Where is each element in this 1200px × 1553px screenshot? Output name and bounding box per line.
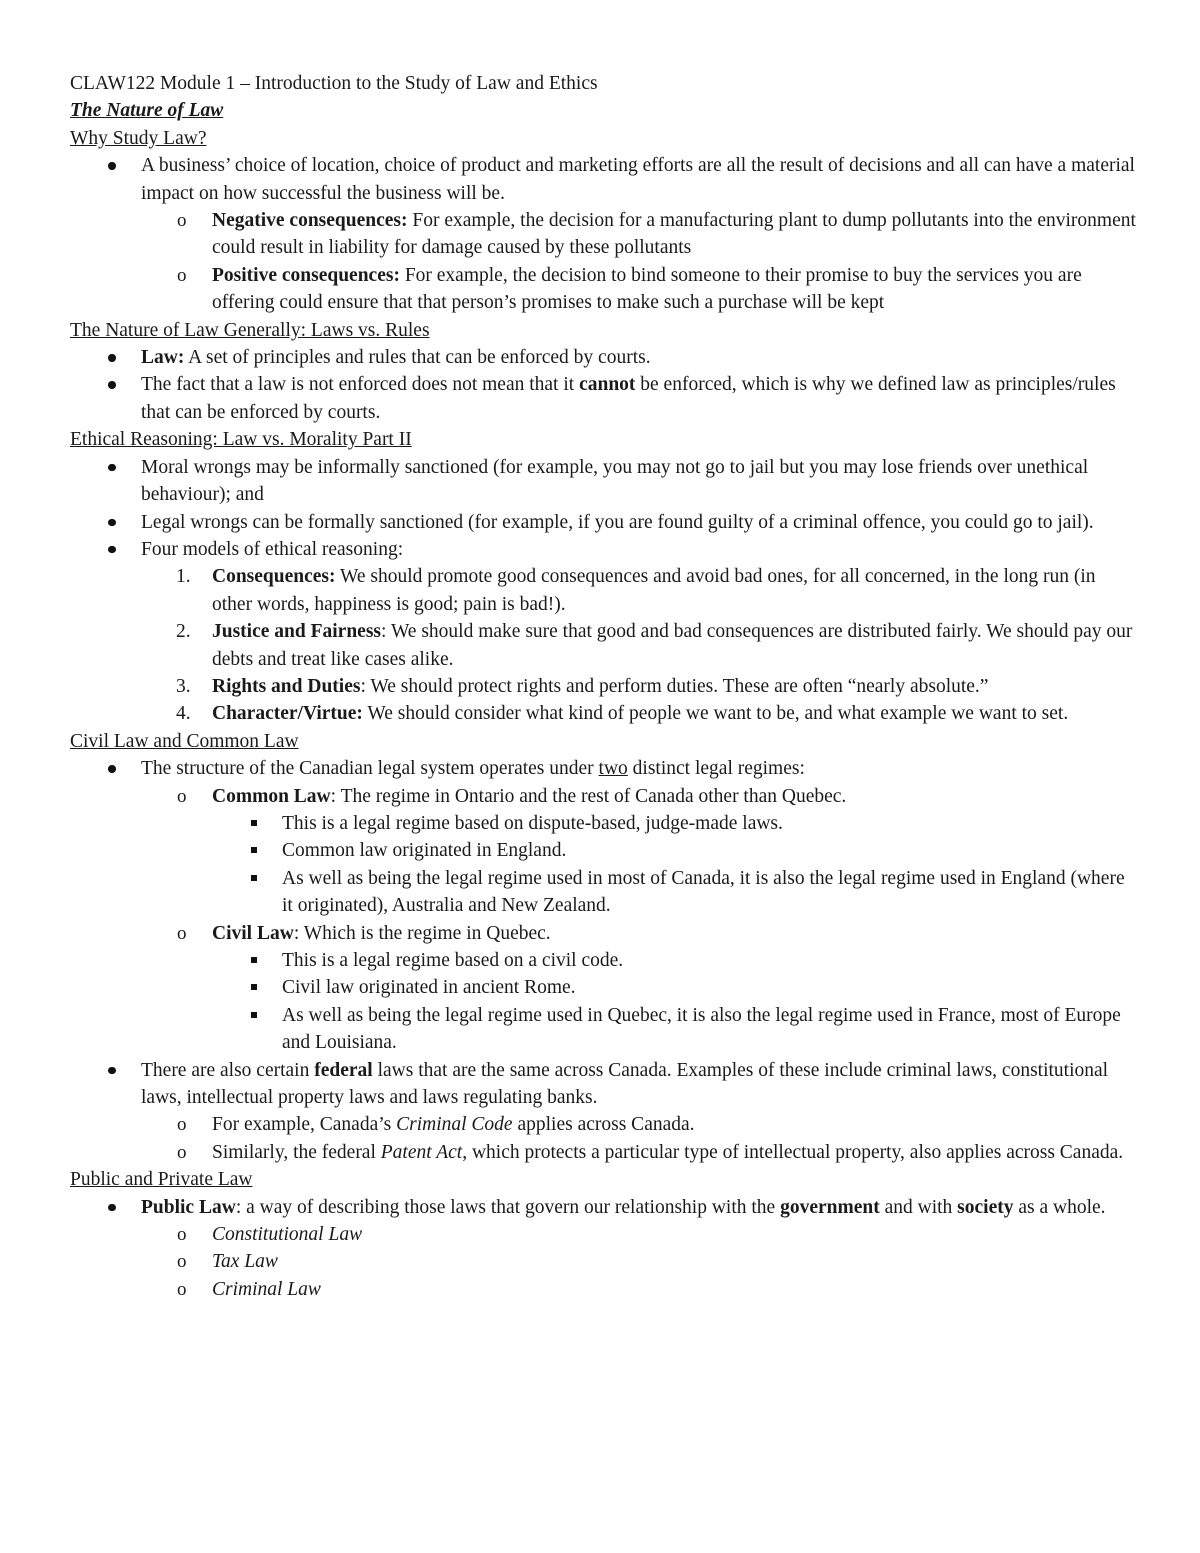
heading-nature-of-law: The Nature of Law Generally: Laws vs. Rules bbox=[70, 319, 430, 341]
bullet-circle-icon: o bbox=[177, 1224, 187, 1246]
civil-law-item: As well as being the legal regime used in Quebec, it is also the legal regime used in France, most of Europe and Louisiana. bbox=[282, 1004, 1121, 1054]
model-text: We should promote good consequences and avoid bad ones, for all concerned, in the long run (in other words, happiness is good; pain is bad!). bbox=[212, 566, 1096, 615]
list-item bbox=[70, 1057, 1140, 1112]
bullet-circle-icon: o bbox=[177, 210, 187, 232]
legal-text: Legal wrongs can be formally sanctioned (for example, if you are found guilty of a criminal offence, you could go to jail). bbox=[141, 511, 1094, 533]
bullet-circle-icon: o bbox=[177, 785, 187, 807]
list-item bbox=[70, 618, 1140, 673]
list-item bbox=[70, 1002, 1140, 1057]
list-item bbox=[70, 810, 1140, 837]
federal-text-pre: There are also certain bbox=[141, 1059, 315, 1081]
civil-law-label: Civil Law bbox=[212, 922, 294, 944]
bullet-circle-icon: o bbox=[177, 1114, 187, 1136]
list-item bbox=[70, 783, 1140, 810]
public-law-text: as a whole. bbox=[1013, 1196, 1106, 1218]
list-item bbox=[70, 563, 1140, 618]
common-law-item: Common law originated in England. bbox=[282, 840, 567, 862]
common-law-label: Common Law bbox=[212, 785, 331, 807]
moral-text: Moral wrongs may be informally sanctioned (for example, you may not go to jail but you may lose friends over unethical behaviour); and bbox=[141, 456, 1089, 506]
model-label: Rights and Duties bbox=[212, 675, 361, 697]
list-item bbox=[70, 920, 1140, 947]
list-item bbox=[70, 371, 1140, 426]
list-number: 1. bbox=[176, 566, 191, 588]
list-item bbox=[70, 1248, 1140, 1275]
list-item bbox=[70, 1194, 1140, 1221]
public-law-text: : a way of describing those laws that govern our relationship with the bbox=[235, 1196, 781, 1218]
nature-list bbox=[70, 344, 1140, 426]
list-item bbox=[70, 344, 1140, 371]
list-item bbox=[70, 509, 1140, 536]
model-label: Justice and Fairness bbox=[212, 621, 382, 643]
list-item bbox=[70, 454, 1140, 509]
structure-text-underlined: two bbox=[598, 758, 628, 780]
federal-text-bold: federal bbox=[314, 1059, 373, 1081]
why-bullet-text: A business’ choice of location, choice of product and marketing efforts are all the result of decisions and all can have a material impact on how successful the business will be. bbox=[141, 155, 1135, 204]
model-label: Character/Virtue: bbox=[212, 703, 363, 725]
public-law-text: and with bbox=[879, 1196, 958, 1218]
example-text-italic: Criminal Code bbox=[396, 1114, 513, 1136]
list-item bbox=[70, 755, 1140, 782]
list-item bbox=[70, 1139, 1140, 1166]
model-label: Consequences: bbox=[212, 566, 336, 588]
public-law-society: society bbox=[957, 1196, 1014, 1218]
positive-text: For example, the decision to bind someone to their promise to buy the services you are offering could ensure that that person’s promises to make such a purchase will be kept bbox=[212, 264, 1082, 314]
list-item bbox=[70, 865, 1140, 920]
section-title: The Nature of Law bbox=[70, 100, 224, 122]
model-text: We should consider what kind of people we want to be, and what example we want to set. bbox=[362, 703, 1069, 725]
example-text-italic: Patent Act bbox=[380, 1141, 463, 1163]
list-item bbox=[70, 837, 1140, 864]
structure-text-pre: The structure of the Canadian legal system operates under bbox=[141, 758, 599, 780]
public-law-item: Constitutional Law bbox=[212, 1224, 363, 1246]
model-text: : We should make sure that good and bad consequences are distributed fairly. We should pay our debts and treat like cases alike. bbox=[212, 621, 1133, 670]
public-private-list bbox=[70, 1194, 1140, 1304]
civil-law-item: Civil law originated in ancient Rome. bbox=[282, 977, 576, 999]
list-number: 2. bbox=[176, 621, 191, 643]
why-study-list bbox=[70, 152, 1140, 316]
list-item bbox=[70, 673, 1140, 700]
bullet-circle-icon: o bbox=[177, 264, 187, 286]
civil-law-item: This is a legal regime based on a civil code. bbox=[282, 950, 624, 971]
list-item bbox=[70, 1221, 1140, 1248]
civil-common-list bbox=[70, 755, 1140, 1166]
example-text-pre: For example, Canada’s bbox=[212, 1114, 397, 1136]
example-text-post: applies across Canada. bbox=[512, 1114, 695, 1136]
list-item bbox=[70, 207, 1140, 262]
example-text-post: , which protects a particular type of intellectual property, also applies across Canada. bbox=[462, 1141, 1124, 1163]
fact-text-post: be enforced, which is why we defined law as principles/rules that can be enforced by courts. bbox=[141, 374, 1116, 423]
public-law-item: Tax Law bbox=[212, 1251, 278, 1273]
civil-law-text: : Which is the regime in Quebec. bbox=[293, 922, 551, 944]
heading-public-private-law: Public and Private Law bbox=[70, 1169, 253, 1191]
list-item bbox=[70, 1111, 1140, 1138]
four-models-text: Four models of ethical reasoning: bbox=[141, 538, 404, 560]
public-law-label: Public Law bbox=[141, 1196, 236, 1218]
negative-text: For example, the decision for a manufacturing plant to dump pollutants into the environment could result in liability for damage caused by these pollutants bbox=[212, 210, 1136, 259]
federal-text-post: laws that are the same across Canada. Examples of these include criminal laws, constitutional laws, intellectual property laws and laws regulating banks. bbox=[141, 1059, 1109, 1109]
list-item bbox=[70, 1276, 1140, 1303]
bullet-circle-icon: o bbox=[177, 1141, 187, 1163]
bullet-circle-icon: o bbox=[177, 922, 187, 944]
list-item bbox=[70, 262, 1140, 317]
positive-label: Positive consequences: bbox=[212, 264, 400, 286]
model-text: : We should protect rights and perform duties. These are often “nearly absolute.” bbox=[360, 675, 989, 697]
list-item bbox=[70, 536, 1140, 563]
heading-why-study-law: Why Study Law? bbox=[70, 127, 207, 149]
negative-label: Negative consequences: bbox=[212, 210, 408, 232]
document-title: CLAW122 Module 1 – Introduction to the Study of Law and Ethics bbox=[70, 73, 598, 94]
structure-text-post: distinct legal regimes: bbox=[627, 758, 805, 780]
common-law-text: : The regime in Ontario and the rest of Canada other than Quebec. bbox=[330, 785, 847, 807]
public-law-item: Criminal Law bbox=[212, 1278, 321, 1300]
ethical-list bbox=[70, 454, 1140, 728]
bullet-circle-icon: o bbox=[177, 1251, 187, 1273]
law-text: A set of principles and rules that can be enforced by courts. bbox=[184, 347, 651, 369]
list-item bbox=[70, 947, 1140, 974]
public-law-government: government bbox=[780, 1196, 880, 1218]
fact-text-bold: cannot bbox=[579, 374, 636, 396]
law-label: Law: bbox=[141, 347, 185, 369]
common-law-item: As well as being the legal regime used in most of Canada, it is also the legal regime used in England (where it originated), Australia and New Zealand. bbox=[282, 867, 1125, 917]
example-text-pre: Similarly, the federal bbox=[212, 1141, 381, 1163]
list-item bbox=[70, 152, 1140, 207]
heading-civil-common-law: Civil Law and Common Law bbox=[70, 730, 299, 752]
list-number: 4. bbox=[176, 703, 191, 725]
document-page bbox=[70, 70, 1140, 1303]
list-item bbox=[70, 700, 1140, 727]
list-number: 3. bbox=[176, 675, 191, 697]
bullet-circle-icon: o bbox=[177, 1278, 187, 1300]
list-item bbox=[70, 974, 1140, 1001]
fact-text-pre: The fact that a law is not enforced does not mean that it bbox=[141, 374, 580, 396]
heading-ethical-reasoning: Ethical Reasoning: Law vs. Morality Part II bbox=[70, 429, 412, 451]
common-law-item: This is a legal regime based on dispute-based, judge-made laws. bbox=[282, 812, 783, 834]
